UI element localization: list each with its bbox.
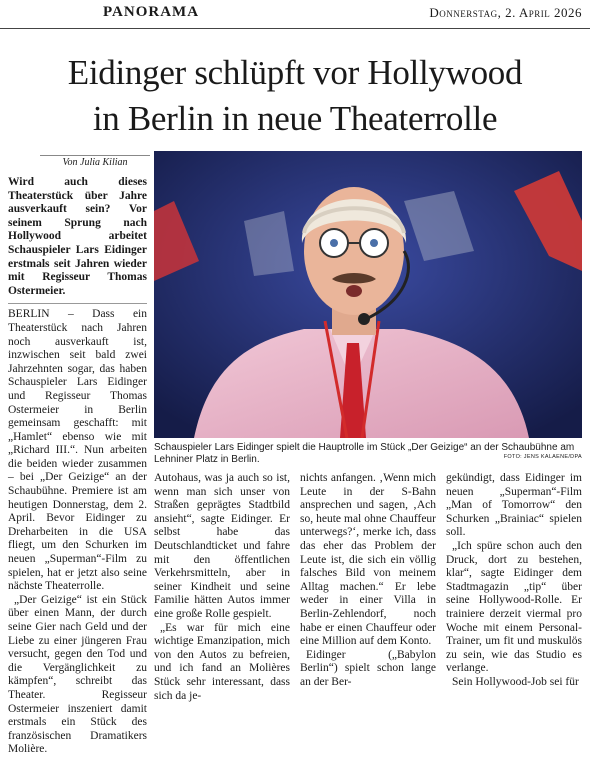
photo-caption: Schauspieler Lars Eidinger spielt die Hauptrolle im Stück „Der Geizige“ an der Schaubühne am Lehniner Platz in Berlin. [154,442,575,465]
column-1 [8,176,147,757]
photo-credit: FOTO: JENS KALAENE/DPA [503,454,582,460]
headline-line-2: in Berlin in neue Theaterrolle [92,99,498,138]
issue-date: Donnerstag, 2. April 2026 [429,5,582,20]
body-paragraph: Autohaus, was ja auch so ist, wenn man sich unser von Straßen geprägtes Stadtbild ansieht“, sagte Eidinger. Er selbst habe das Deutschlandticket und fahre mit den öffentlichen Verkehrsmitteln, aber in seiner Kindheit und seine Familie hätten Autos immer eine große Rolle gespielt. [154,472,290,620]
body-paragraph: „Es war für mich eine wichtige Emanzipation, mich von den Autos zu befreien, und ich fand an Molières Stück sehr interessant, dass sich da je- [154,621,290,702]
column-2 [154,472,290,703]
body-paragraph: nichts anfangen. ‚Wenn mich Leute in der S-Bahn ansprechen und sagen, ‚Ach so, heute mal ohne Chauffeur unterwegs?‘, merke ich, dass das eher das Problem der Leute ist, die sich ein völlig falsches Bild von meinem Alltag machen.“ Er lebe weder in einer Villa in Berlin-Zehlendorf, noch habe er einen Chauffeur oder eine Million auf dem Konto. [300,472,436,648]
section-name: PANORAMA [103,4,200,20]
lead-divider [8,303,147,304]
body-paragraph: Sein Hollywood-Job sei für [452,675,579,688]
article-photo [154,151,582,438]
byline: Von Julia Kilian [40,155,150,168]
body-paragraph: BERLIN – Dass ein Theaterstück nach Jahren noch ausverkauft ist, inzwischen seit bald zwei Jahrzehnten sogar, das haben Schauspieler Lars Eidinger und Regisseur Thomas Ostermeier in Berlin gemeinsam geschafft: mit „Hamlet“ ebenso wie mit „Richard III.“. Nun arbeiten die beiden wieder zusammen – bei „Der Geizige“ an der Schaubühne. Premiere ist am heutigen Donnerstag, dem 2. April. Bevor Eidinger zu Dreharbeiten in die USA fliegt, um den Schurken im neuen „Superman“-Film zu spielen, hat er jetzt also seine nächste Theaterrolle. [8,308,147,593]
body-paragraph: „Der Geizige“ ist ein Stück über einen Mann, der durch seine Gier nach Geld und der Liebe zu einer jüngeren Frau versucht, gegen den Tod und die Vergänglichkeit zu kämpfen“, schreibt das Theater. Regisseur Ostermeier inszeniert damit erstmals ein Stück des französischen Dramatikers Molière. [8,593,147,756]
column-3 [300,472,436,690]
headline-line-1: Eidinger schlüpft vor Hollywood [67,53,523,92]
body-paragraph: „Ich spüre schon auch den Druck, dort zu bestehen, klar“, sagte Eidinger dem Stadtmagazin „tip“ über seine Hollywood-Rolle. Er trainiere derzeit viermal pro Woche mit einem Personal-Trainer, um fit und muskulös zu sein, wie das Studio es verlange. [446,539,582,675]
body-paragraph: gekündigt, dass Eidinger im neuen „Superman“-Film „Man of Tomorrow“ den Schurken „Brainiac“ spielen soll. [446,472,582,539]
masthead [0,0,590,29]
column-4 [446,472,582,690]
headline [0,50,590,142]
actor-portrait-image [154,151,582,438]
lead-paragraph: Wird auch dieses Theaterstück über Jahre ausverkauft sein? Vor seinem Sprung nach Hollywood arbeitet Schauspieler Lars Eidinger erstmals seit Jahren wieder mit Regisseur Thomas Ostermeier. [8,176,147,297]
body-paragraph: Eidinger („Babylon Berlin“) spielt schon lange an der Ber- [300,648,436,688]
